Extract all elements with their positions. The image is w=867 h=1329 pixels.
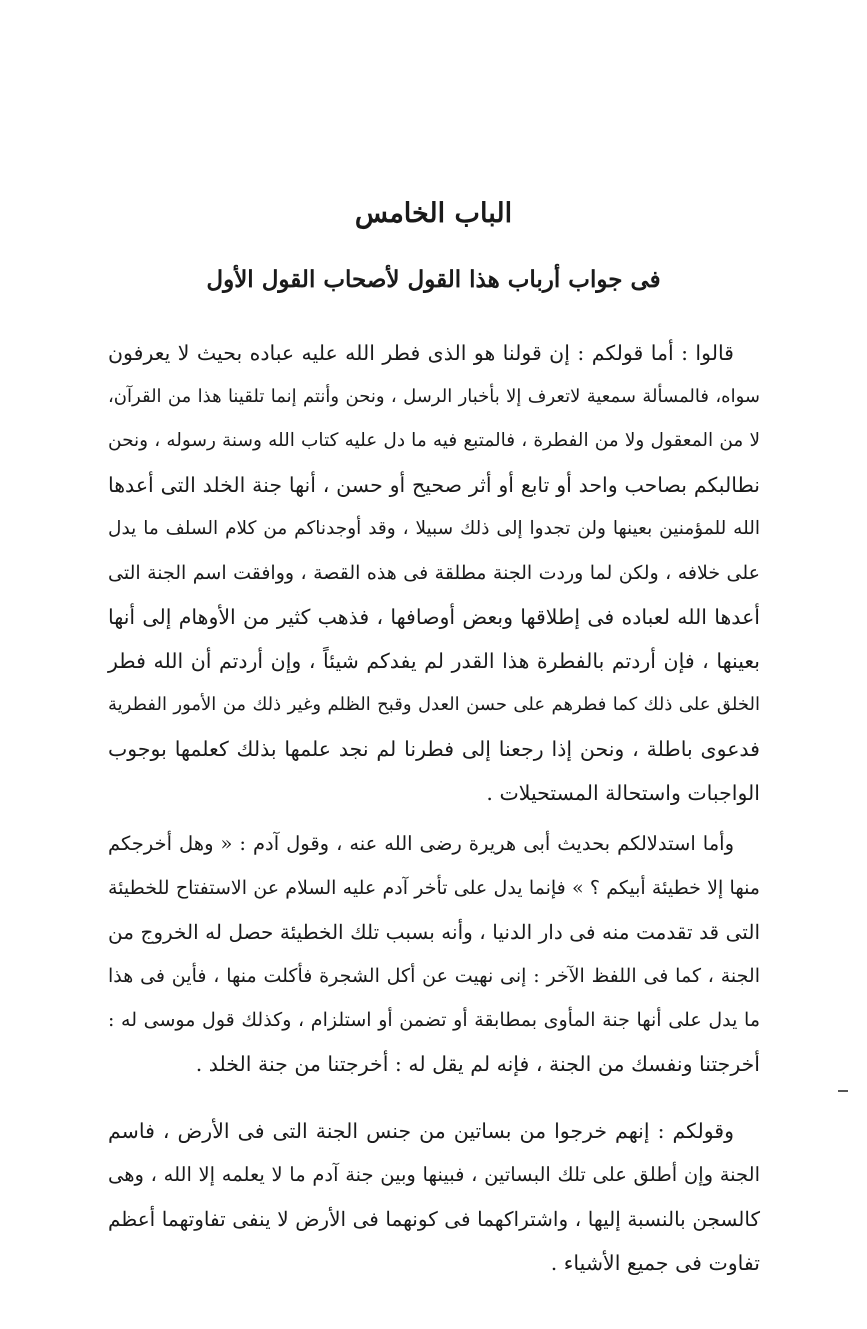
text-line: التى قد تقدمت منه فى دار الدنيا ، وأنه بسبب تلك الخطيئة حصل له الخروج من bbox=[108, 920, 760, 944]
paragraph-2 bbox=[108, 822, 760, 1086]
text-line: الواجبات واستحالة المستحيلات . bbox=[486, 781, 760, 805]
text-line: قالوا : أما قولكم : إن قولنا هو الذى فطر الله عليه عباده بحيث لا يعرفون bbox=[108, 341, 734, 365]
text-line: نطالبكم بصاحب واحد أو تابع أو أثر صحيح أو حسن ، أنها جنة الخلد التى أعدها bbox=[108, 473, 760, 497]
paragraph-3 bbox=[108, 1109, 760, 1285]
chapter-title: الباب الخامس bbox=[354, 198, 513, 229]
text-line: على خلافه ، ولكن لما وردت الجنة مطلقة فى هذه القصة ، ووافقت اسم الجنة التى bbox=[108, 562, 760, 584]
text-line: وقولكم : إنهم خرجوا من بساتين من جنس الجنة التى فى الأرض ، فاسم bbox=[108, 1119, 734, 1143]
text-line: الله للمؤمنين بعينها ولن تجدوا إلى ذلك سبيلا ، وقد أوجدناكم من كلام السلف ما يدل bbox=[108, 518, 760, 539]
text-line: لا من المعقول ولا من الفطرة ، فالمتبع فيه ما دل عليه كتاب الله وسنة رسوله ، ونحن bbox=[108, 430, 760, 451]
text-line: الجنة ، كما فى اللفظ الآخر : إنى نهيت عن أكل الشجرة فأكلت منها ، فأين فى هذا bbox=[108, 965, 760, 987]
chapter-subtitle: فى جواب أرباب هذا القول لأصحاب القول الأول bbox=[206, 266, 661, 293]
paragraph-1 bbox=[108, 331, 760, 815]
text-line: تفاوت فى جميع الأشياء . bbox=[550, 1251, 760, 1275]
margin-mark bbox=[838, 1090, 848, 1092]
text-line: منها إلا خطيئة أبيكم ؟ » فإنما يدل على تأخر آدم عليه السلام عن الاستفتاح للخطيئة bbox=[108, 877, 760, 899]
text-line: أخرجتنا ونفسك من الجنة ، فإنه لم يقل له : أخرجتنا من جنة الخلد . bbox=[195, 1052, 760, 1076]
text-line: فدعوى باطلة ، ونحن إذا رجعنا إلى فطرنا لم نجد علمها بذلك كعلمها بوجوب bbox=[108, 737, 760, 761]
text-line: بعينها ، فإن أردتم بالفطرة هذا القدر لم يفدكم شيئاً ، وإن أردتم أن الله فطر bbox=[108, 649, 760, 673]
text-line: ما يدل على أنها جنة المأوى بمطابقة أو تضمن أو استلزام ، وكذلك قول موسى له : bbox=[108, 1009, 760, 1031]
text-line: الجنة وإن أطلق على تلك البساتين ، فبينها وبين جنة آدم ما لا يعلمه إلا الله ، وهى bbox=[108, 1163, 760, 1186]
text-line: وأما استدلالكم بحديث أبى هريرة رضى الله عنه ، وقول آدم : « وهل أخرجكم bbox=[108, 832, 734, 855]
text-line: أعدها الله لعباده فى إطلاقها وبعض أوصافها ، فذهب كثير من الأوهام إلى أنها bbox=[108, 605, 760, 629]
text-line: الخلق على ذلك كما فطرهم على حسن العدل وقبح الظلم وغير ذلك من الأمور الفطرية bbox=[108, 694, 760, 715]
text-line: كالسجن بالنسبة إليها ، واشتراكهما فى كونهما فى الأرض لا ينفى تفاوتهما أعظم bbox=[108, 1207, 760, 1231]
text-line: سواه، فالمسألة سمعية لاتعرف إلا بأخبار الرسل ، ونحن وأنتم إنما تلقينا هذا من القرآن، bbox=[108, 386, 760, 407]
